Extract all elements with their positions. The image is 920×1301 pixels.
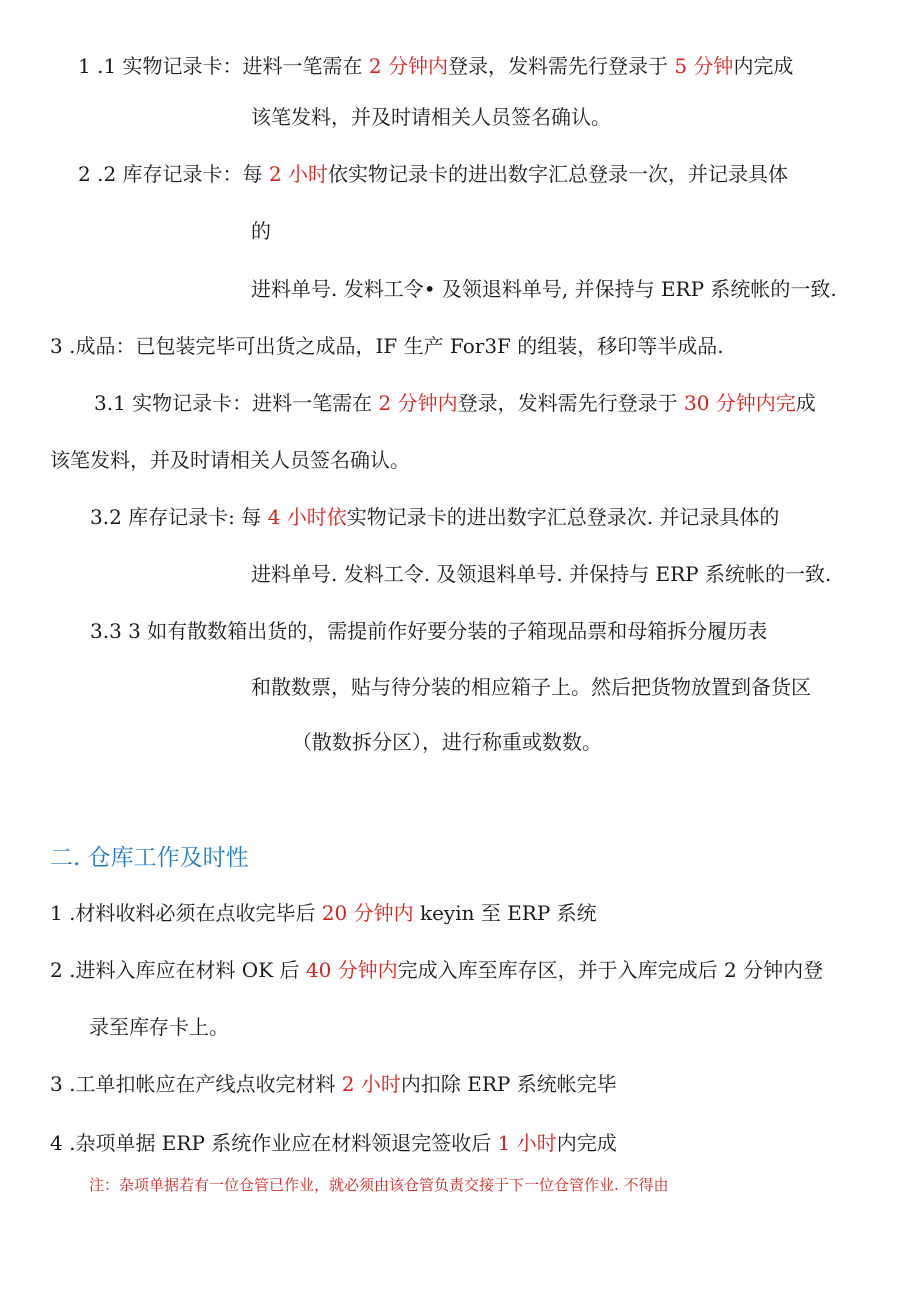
text-segment: 1 .1 实物记录卡：进料一笔需在 — [78, 54, 369, 78]
text-segment: 3.2 库存记录卡: 每 — [90, 505, 268, 529]
text-segment: 二. 仓库工作及时性 — [50, 845, 249, 871]
time-limit-highlight: 20 分钟内 — [321, 901, 414, 925]
time-limit-highlight: 1 小时 — [497, 1131, 557, 1155]
text-segment: 3.1 实物记录卡：进料一笔需在 — [94, 391, 379, 415]
text-segment: 的 — [251, 219, 271, 243]
text-segment: 3 .成品：已包装完毕可出货之成品，IF 生产 For3F 的组装，移印等半成品. — [50, 334, 724, 358]
text-segment: 和散数票，贴与待分装的相应箱子上。然后把货物放置到备货区 — [251, 675, 811, 699]
timeliness-item-2 — [50, 956, 823, 984]
text-segment: 登录，发料需先行登录于 — [447, 54, 675, 78]
text-segment: 实物记录卡的进出数字汇总登录次. 并记录具体的 — [346, 505, 780, 529]
text-segment: 内扣除 ERP 系统帐完毕 — [400, 1072, 617, 1096]
time-limit-highlight: 4 小时依 — [267, 505, 347, 529]
item-3-2-continuation — [251, 560, 831, 588]
note-text — [89, 1174, 669, 1196]
text-segment: 4 .杂项单据 ERP 系统作业应在材料领退完签收后 — [50, 1131, 498, 1155]
item-3-finished-goods — [50, 332, 724, 360]
time-limit-highlight: 30 分钟内完 — [683, 391, 796, 415]
timeliness-item-2-continuation — [89, 1013, 229, 1041]
text-segment: keyin 至 ERP 系统 — [413, 901, 597, 925]
text-segment: 内完成 — [733, 54, 794, 78]
timeliness-item-4 — [50, 1129, 617, 1157]
text-segment: 注：杂项单据若有一位仓管已作业，就必须由该仓管负责交接于下一位仓管作业. 不得由 — [89, 1176, 669, 1194]
text-segment: 3.3 3 如有散数箱出货的，需提前作好要分装的子箱现品票和母箱拆分履历表 — [90, 619, 768, 643]
text-segment: 3 .工单扣帐应在产线点收完材料 — [50, 1072, 342, 1096]
time-limit-highlight: 2 分钟内 — [368, 54, 448, 78]
section-heading — [50, 843, 249, 873]
text-segment: 该笔发料，并及时请相关人员签名确认。 — [251, 105, 611, 129]
item-1-1-physical-record-card — [78, 52, 793, 80]
item-3-3-loose-box-shipping — [90, 617, 767, 645]
text-segment: 录至库存卡上。 — [89, 1015, 229, 1039]
text-segment: 成 — [795, 391, 816, 415]
text-segment: 进料单号. 发料工令• 及领退料单号, 并保持与 ERP 系统帐的一致. — [251, 277, 837, 301]
item-3-1-physical-record-card — [94, 389, 816, 417]
timeliness-item-3 — [50, 1070, 617, 1098]
text-segment: 内完成 — [556, 1131, 617, 1155]
text-segment: 进料单号. 发料工令. 及领退料单号. 并保持与 ERP 系统帐的一致. — [251, 562, 832, 586]
time-limit-highlight: 40 分钟内 — [305, 958, 398, 982]
text-segment: 2 .进料入库应在材料 OK 后 — [50, 958, 306, 982]
text-segment: 依实物记录卡的进出数字汇总登录一次，并记录具体 — [327, 162, 788, 186]
time-limit-highlight: 5 分钟 — [674, 54, 734, 78]
item-3-3-continuation-a — [251, 673, 811, 701]
text-segment: 该笔发料，并及时请相关人员签名确认。 — [50, 448, 410, 472]
time-limit-highlight: 2 分钟内 — [378, 391, 458, 415]
timeliness-item-1 — [50, 899, 597, 927]
time-limit-highlight: 2 小时 — [341, 1072, 401, 1096]
item-2-2-continuation-a — [251, 217, 271, 245]
item-3-1-continuation — [50, 446, 410, 474]
item-3-2-inventory-record-card — [90, 503, 779, 531]
text-segment: 1 .材料收料必须在点收完毕后 — [50, 901, 322, 925]
item-2-2-inventory-record-card — [78, 160, 788, 188]
text-segment: （散数拆分区），进行称重或数数。 — [292, 730, 602, 754]
item-3-3-continuation-b — [292, 728, 602, 756]
text-segment: 完成入库至库存区，并于入库完成后 2 分钟内登 — [397, 958, 824, 982]
item-1-1-continuation — [251, 103, 611, 131]
item-2-2-continuation-b — [251, 275, 837, 303]
time-limit-highlight: 2 小时 — [268, 162, 328, 186]
text-segment: 登录，发料需先行登录于 — [457, 391, 684, 415]
text-segment: 2 .2 库存记录卡：每 — [78, 162, 269, 186]
